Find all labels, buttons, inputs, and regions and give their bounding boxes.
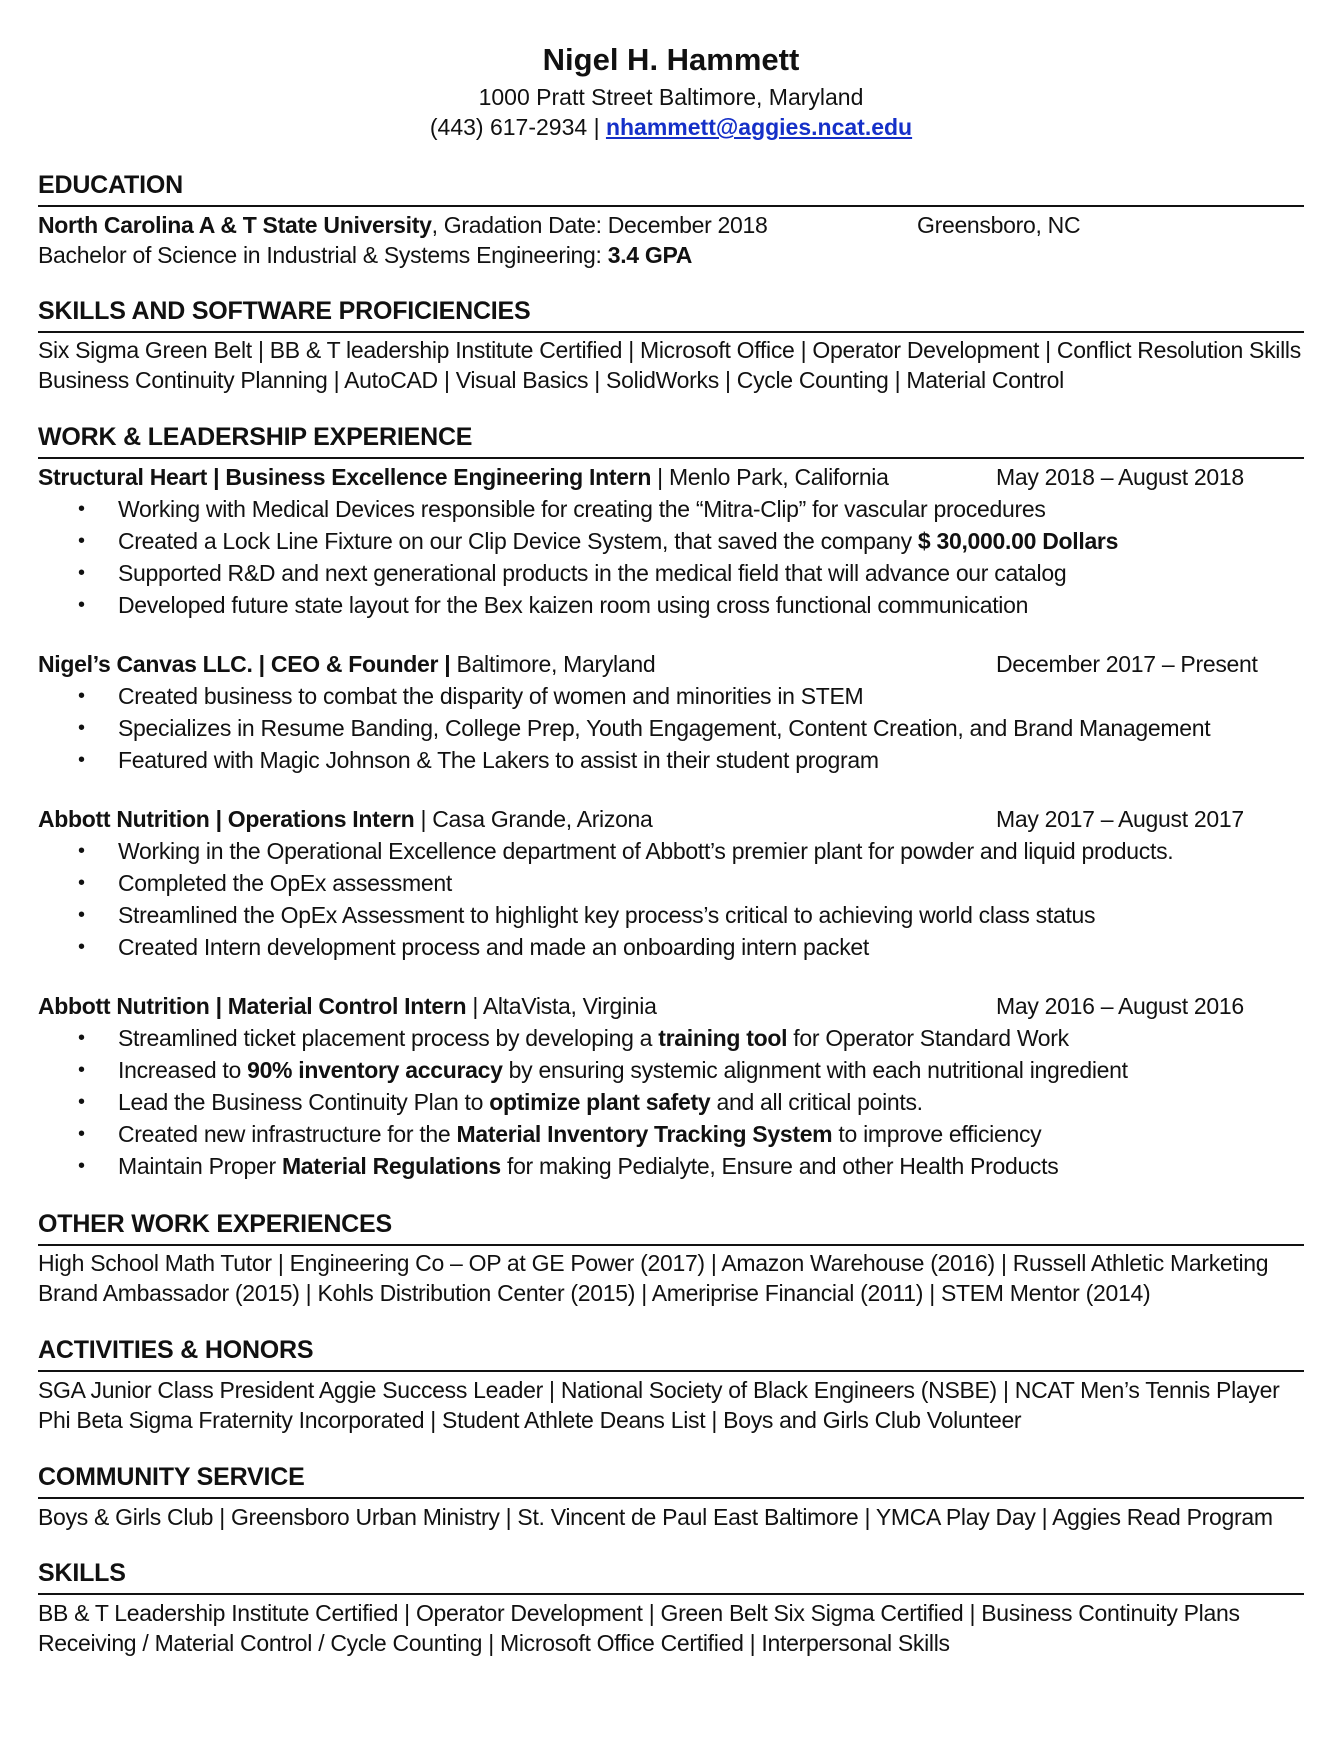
education-divider (38, 205, 1304, 207)
job-bullet: Created business to combat the disparity of women and minorities in STEM (118, 683, 864, 709)
job-title-line (38, 806, 653, 833)
job-title: Abbott Nutrition | Material Control Intern (38, 993, 467, 1019)
work-heading: WORK & LEADERSHIP EXPERIENCE (38, 423, 473, 451)
job-bullet: Specializes in Resume Banding, College Prep, Youth Engagement, Content Creation, and Brand Management (118, 715, 1211, 741)
bullet-icon: • (78, 1155, 86, 1177)
skills-software-line: Six Sigma Green Belt | BB & T leadership Institute Certified | Microsoft Office | Operator Development | Conflict Resolution Skills (38, 337, 1301, 363)
activities-line: SGA Junior Class President Aggie Success Leader | National Society of Black Engineers (NSBE) | NCAT Men’s Tennis Player (38, 1377, 1280, 1403)
bullet-icon: • (78, 685, 86, 707)
community-heading: COMMUNITY SERVICE (38, 1463, 305, 1491)
activities-divider (38, 1370, 1304, 1372)
job-dates: May 2016 – August 2016 (996, 993, 1244, 1019)
bullet-icon: • (78, 1091, 86, 1113)
activities-line: Phi Beta Sigma Fraternity Incorporated | Student Athlete Deans List | Boys and Girls Club Volunteer (38, 1407, 1022, 1433)
job-bullet: Created new infrastructure for the Material Inventory Tracking System to improve efficiency (118, 1121, 1042, 1147)
bullet-icon: • (78, 904, 86, 926)
other-work-line: High School Math Tutor | Engineering Co – OP at GE Power (2017) | Amazon Warehouse (2016) | Russell Athletic Marketing (38, 1250, 1269, 1276)
activities-heading: ACTIVITIES & HONORS (38, 1336, 314, 1364)
bullet-icon: • (78, 1059, 86, 1081)
job-bullet: Streamlined ticket placement process by developing a training tool for Operator Standard Work (118, 1025, 1069, 1051)
education-school-line (38, 212, 768, 239)
education-heading: EDUCATION (38, 171, 183, 199)
community-divider (38, 1497, 1304, 1499)
degree: Bachelor of Science in Industrial & Systems Engineering: (38, 242, 608, 268)
job-title-line (38, 993, 657, 1020)
bullet-icon: • (78, 936, 86, 958)
email-link[interactable]: nhammett@aggies.ncat.edu (605, 114, 913, 140)
bullet-icon: • (78, 749, 86, 771)
degree-line (38, 242, 692, 269)
job-location: | AltaVista, Virginia (466, 993, 657, 1019)
skills-heading: SKILLS (38, 1559, 126, 1587)
bullet-icon: • (78, 1027, 86, 1049)
job-title: Nigel’s Canvas LLC. | CEO & Founder | (38, 651, 451, 677)
job-bullet: Lead the Business Continuity Plan to optimize plant safety and all critical points. (118, 1089, 923, 1115)
job-title: Structural Heart | Business Excellence Engineering Intern (38, 464, 652, 490)
job-location: | Menlo Park, California (651, 464, 889, 490)
job-bullet: Featured with Magic Johnson & The Lakers to assist in their student program (118, 747, 879, 773)
job-bullet: Increased to 90% inventory accuracy by ensuring systemic alignment with each nutritional ingredient (118, 1057, 1128, 1083)
other-work-divider (38, 1244, 1304, 1246)
skills-software-divider (38, 331, 1304, 333)
other-work-heading: OTHER WORK EXPERIENCES (38, 1210, 392, 1238)
bullet-icon: • (78, 562, 86, 584)
bullet-icon: • (78, 872, 86, 894)
community-line: Boys & Girls Club | Greensboro Urban Ministry | St. Vincent de Paul East Baltimore | YMCA Play Day | Aggies Read Program (38, 1504, 1273, 1530)
bullet-icon: • (78, 530, 86, 552)
graduation-date: , Gradation Date: December 2018 (431, 212, 768, 238)
job-bullet: Created a Lock Line Fixture on our Clip Device System, that saved the company $ 30,000.00 Dollars (118, 528, 1119, 554)
job-bullet: Supported R&D and next generational products in the medical field that will advance our catalog (118, 560, 1067, 586)
skills-divider (38, 1593, 1304, 1595)
phone: (443) 617-2934 (429, 114, 588, 140)
job-title-line (38, 651, 655, 678)
job-bullet: Working in the Operational Excellence department of Abbott’s premier plant for powder and liquid products. (118, 838, 1174, 864)
skills-line: BB & T Leadership Institute Certified | Operator Development | Green Belt Six Sigma Certified | Business Continuity Plans (38, 1600, 1240, 1626)
bullet-icon: • (78, 1123, 86, 1145)
job-bullet: Streamlined the OpEx Assessment to highlight key process’s critical to achieving world class status (118, 902, 1096, 928)
job-location: Baltimore, Maryland (450, 651, 656, 677)
school-name: North Carolina A & T State University (38, 212, 432, 238)
skills-line: Receiving / Material Control / Cycle Counting | Microsoft Office Certified | Interpersonal Skills (38, 1630, 950, 1656)
bullet-icon: • (78, 498, 86, 520)
skills-software-line: Business Continuity Planning | AutoCAD | Visual Basics | SolidWorks | Cycle Counting | Material Control (38, 367, 1064, 393)
job-bullet: Working with Medical Devices responsible for creating the “Mitra-Clip” for vascular procedures (118, 496, 1046, 522)
contact-separator: | (587, 114, 606, 140)
job-dates: May 2017 – August 2017 (996, 806, 1244, 832)
other-work-line: Brand Ambassador (2015) | Kohls Distribution Center (2015) | Ameriprise Financial (2011) | STEM Mentor (2014) (38, 1280, 1151, 1306)
job-title: Abbott Nutrition | Operations Intern (38, 806, 415, 832)
job-location: | Casa Grande, Arizona (414, 806, 653, 832)
bullet-icon: • (78, 840, 86, 862)
job-title-line (38, 464, 889, 491)
job-bullet: Maintain Proper Material Regulations for making Pedialyte, Ensure and other Health Products (118, 1153, 1059, 1179)
resume-name: Nigel H. Hammett (542, 42, 800, 77)
job-dates: May 2018 – August 2018 (996, 464, 1244, 490)
job-dates: December 2017 – Present (996, 651, 1258, 677)
gpa: 3.4 GPA (607, 242, 693, 268)
bullet-icon: • (78, 717, 86, 739)
school-location: Greensboro, NC (917, 212, 1081, 238)
job-bullet: Completed the OpEx assessment (118, 870, 452, 896)
job-bullet: Developed future state layout for the Bex kaizen room using cross functional communication (118, 592, 1029, 618)
work-divider (38, 457, 1304, 459)
job-bullet: Created Intern development process and made an onboarding intern packet (118, 934, 869, 960)
bullet-icon: • (78, 594, 86, 616)
address: 1000 Pratt Street Baltimore, Maryland (478, 84, 864, 110)
skills-software-heading: SKILLS AND SOFTWARE PROFICIENCIES (38, 297, 531, 325)
contact-line (0, 114, 1342, 141)
